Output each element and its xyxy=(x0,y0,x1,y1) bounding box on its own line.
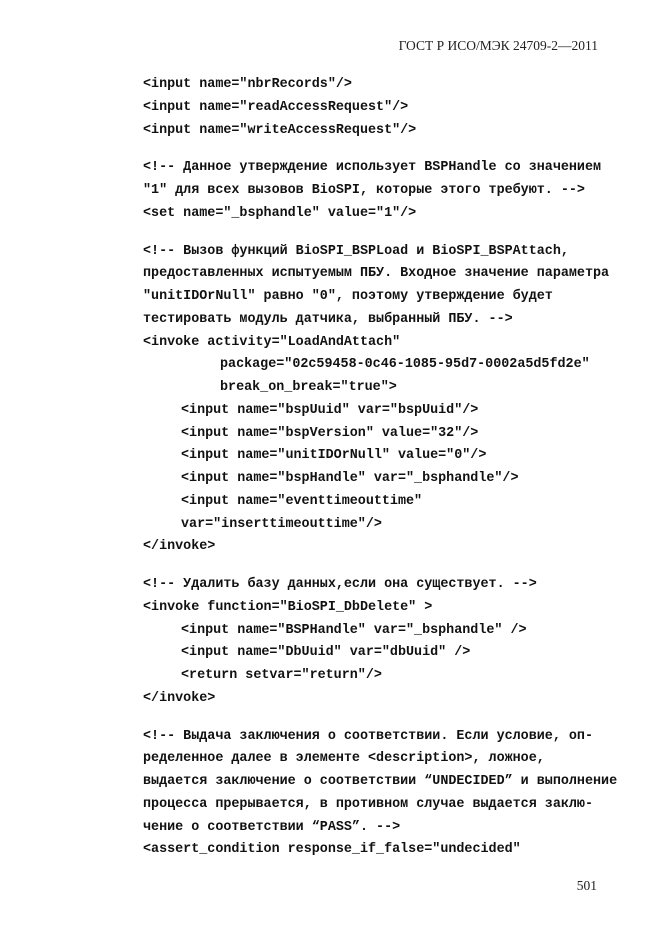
code-line: <!-- Вызов функций BioSPI_BSPLoad и BioSPI_BSPAttach, xyxy=(143,243,569,259)
block-gap xyxy=(143,142,617,157)
code-line: тестировать модуль датчика, выбранный ПБУ. --> xyxy=(143,311,513,327)
code-line: <input name="readAccessRequest"/> xyxy=(143,99,409,115)
running-header: ГОСТ Р ИСО/МЭК 24709-2—2011 xyxy=(398,38,598,53)
code-line: <input name="bspUuid" var="bspUuid"/> xyxy=(181,402,479,418)
code-line: выдается заключение о соответствии “UNDECIDED” и выполнение xyxy=(143,774,618,789)
code-line: <!-- Выдача заключения о соответствии. Если условие, оп- xyxy=(143,728,593,744)
code-line: процесса прерывается, в противном случае выдается заклю- xyxy=(143,796,593,812)
code-line: <!-- Данное утверждение использует BSPHandle со значением xyxy=(143,160,602,176)
code-block xyxy=(143,74,617,142)
code-line: предоставленных испытуемым ПБУ. Входное значение параметра xyxy=(143,266,610,282)
code-line: <input name="BSPHandle" var="_bsphandle" /> xyxy=(181,622,527,638)
code-block xyxy=(143,241,617,560)
code-line: <return setvar="return"/> xyxy=(181,668,382,683)
code-line: <input name="bspHandle" var="_bsphandle"/> xyxy=(181,471,519,486)
code-line: чение о соответствии “PASS”. --> xyxy=(143,819,401,835)
code-line: "1" для всех вызовов BioSPI, которые этого требуют. --> xyxy=(143,183,585,198)
block-gap xyxy=(143,226,617,241)
code-line: var="inserttimeouttime"/> xyxy=(181,516,382,532)
code-line: <set name="_bsphandle" value="1"/> xyxy=(143,205,417,221)
code-line: <assert_condition response_if_false="undecided" xyxy=(143,842,521,858)
code-line: ределенное далее в элементе <description>, ложное, xyxy=(143,751,545,767)
code-line: "unitIDOrNull" равно "0", поэтому утверждение будет xyxy=(143,289,553,304)
block-gap xyxy=(143,559,617,574)
code-line: <input name="writeAccessRequest"/> xyxy=(143,122,417,138)
code-line: <input name="nbrRecords"/> xyxy=(143,77,352,92)
code-block xyxy=(143,574,617,711)
code-line: break_on_break="true"> xyxy=(220,380,397,395)
page-number: 501 xyxy=(576,878,597,893)
code-line: <input name="DbUuid" var="dbUuid" /> xyxy=(181,645,471,661)
code-line: <input name="eventtimeouttime" xyxy=(181,493,423,509)
block-gap xyxy=(143,711,617,726)
code-line: package="02c59458-0c46-1085-95d7-0002a5d5fd2e" xyxy=(220,357,590,373)
code-line: <!-- Удалить базу данных,если она существует. --> xyxy=(143,577,537,592)
code-block xyxy=(143,726,617,863)
code-line: <invoke function="BioSPI_DbDelete" > xyxy=(143,599,433,615)
code-block xyxy=(143,157,617,225)
code-line: <invoke activity="LoadAndAttach" xyxy=(143,334,401,350)
code-line: </invoke> xyxy=(143,690,216,706)
code-listing xyxy=(143,74,617,862)
code-line: <input name="unitIDOrNull" value="0"/> xyxy=(181,448,487,464)
code-line: </invoke> xyxy=(143,539,216,555)
code-line: <input name="bspVersion" value="32"/> xyxy=(181,425,479,441)
